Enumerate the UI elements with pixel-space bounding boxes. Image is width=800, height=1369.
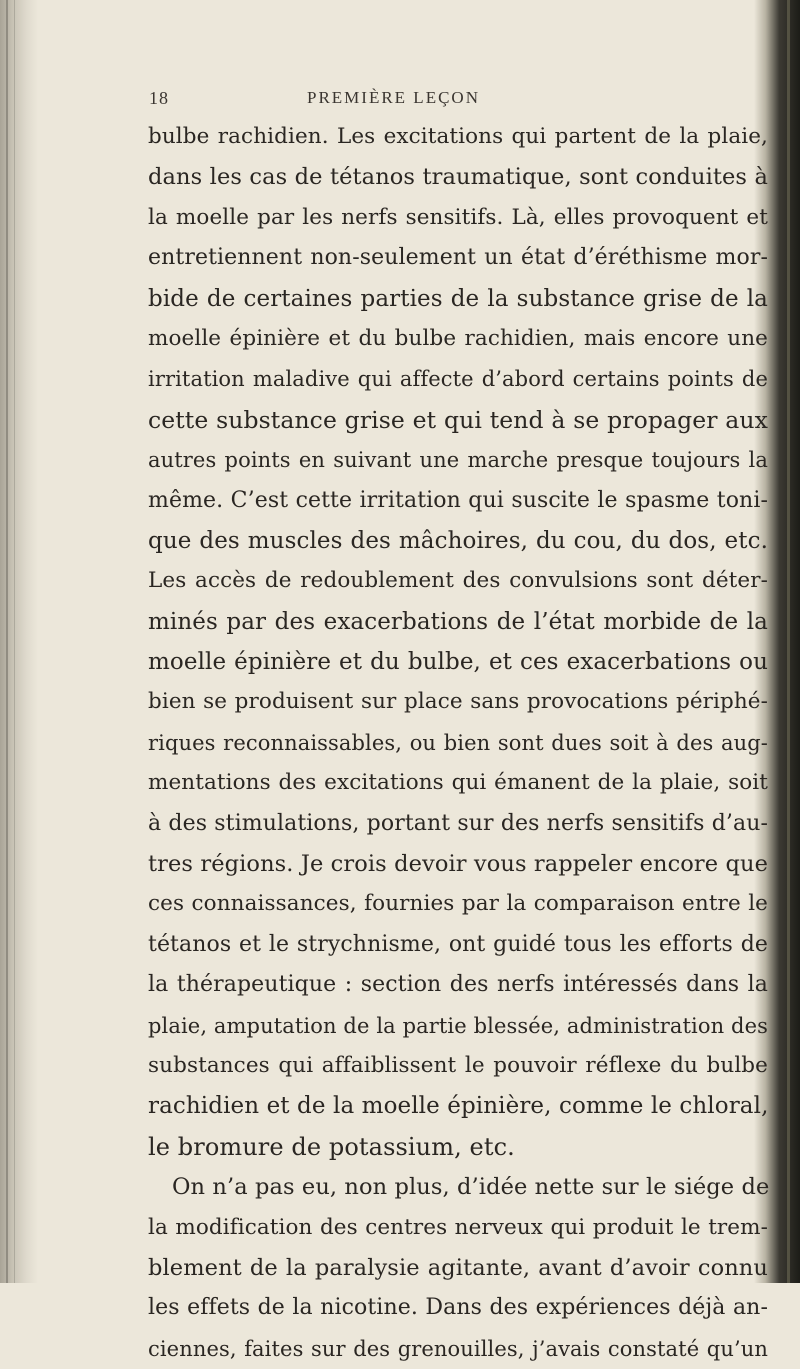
text-line: Les accès de redoublement des convulsions sont déter- [148, 568, 768, 594]
text-line: la thérapeutique : section des nerfs intéressés dans la [148, 972, 768, 998]
text-line: même. C’est cette irritation qui suscite le spasme toni- [148, 487, 768, 513]
text-line: riques reconnaissables, ou bien sont dues soit à des aug- [148, 730, 768, 755]
body-text [148, 117, 768, 1369]
text-line: la moelle par les nerfs sensitifs. Là, elles provoquent et [148, 204, 768, 230]
running-head: PREMIÈRE LEÇON [307, 88, 480, 107]
text-line: moelle épinière et du bulbe, et ces exacerbations ou [148, 649, 768, 676]
text-line: à des stimulations, portant sur des nerfs sensitifs d’au- [148, 810, 768, 836]
gutter-edge-line [14, 0, 15, 1283]
text-line: bulbe rachidien. Les excitations qui partent de la plaie, [148, 124, 768, 149]
binding-gutter [0, 0, 38, 1283]
text-line: cette substance grise et qui tend à se propager aux [148, 405, 768, 434]
page-edge-stripe [787, 0, 790, 1283]
text-line: le bromure de potassium, etc. [148, 1132, 515, 1161]
text-line: substances qui affaiblissent le pouvoir réflexe du bulbe [148, 1052, 768, 1078]
page-number: 18 [149, 88, 169, 108]
text-line: rachidien et de la moelle épinière, comme le chloral, [148, 1093, 769, 1120]
text-line: que des muscles des mâchoires, du cou, du dos, etc. [148, 527, 768, 554]
gutter-edge-line [6, 0, 8, 1283]
text-line: les effets de la nicotine. Dans des expériences déjà an- [148, 1295, 768, 1321]
text-line: dans les cas de tétanos traumatique, sont conduites à [148, 164, 768, 191]
page-header [149, 88, 729, 116]
text-line: mentations des excitations qui émanent de la plaie, soit [148, 770, 768, 796]
text-line: ciennes, faites sur des grenouilles, j’avais constaté qu’un [148, 1336, 768, 1361]
text-line: plaie, amputation de la partie blessée, administration des [148, 1013, 768, 1038]
text-line: la modification des centres nerveux qui produit le trem- [148, 1214, 768, 1240]
text-line: autres points en suivant une marche presque toujours la [148, 448, 768, 473]
text-line: bide de certaines parties de la substance grise de la [148, 285, 768, 312]
text-line: tétanos et le strychnisme, ont guidé tous les efforts de [148, 931, 768, 957]
text-line: minés par des exacerbations de l’état morbide de la [148, 608, 768, 635]
text-line: blement de la paralysie agitante, avant d’avoir connu [148, 1254, 768, 1281]
text-line: bien se produisent sur place sans provocations périphé- [148, 689, 768, 715]
text-line: ces connaissances, fournies par la comparaison entre le [148, 891, 768, 917]
text-line: moelle épinière et du bulbe rachidien, mais encore une [148, 325, 768, 351]
text-line: irritation maladive qui affecte d’abord certains points de [148, 367, 768, 392]
text-line: entretiennent non-seulement un état d’éréthisme mor- [148, 245, 768, 271]
text-line: On n’a pas eu, non plus, d’idée nette sur le siége de [172, 1174, 770, 1201]
text-line: tres régions. Je crois devoir vous rappeler encore que [148, 851, 768, 878]
